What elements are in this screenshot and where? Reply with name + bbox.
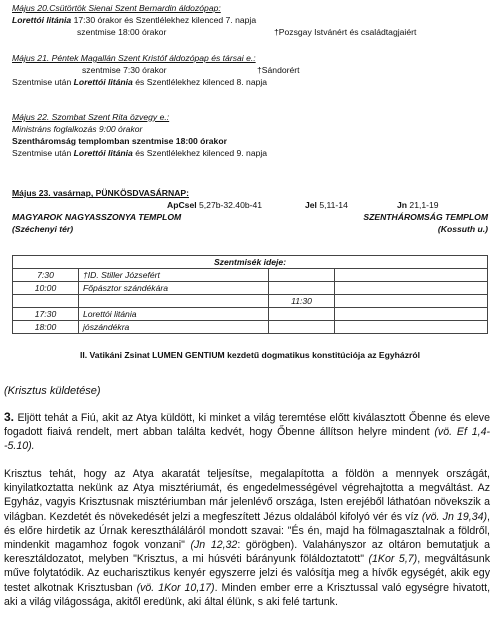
intention2-cell	[335, 321, 488, 334]
reading-1	[167, 199, 262, 211]
intention2-cell	[335, 308, 488, 321]
paragraph-1	[4, 410, 490, 454]
p2-text-2: , és előre hirdetik az Úrnak keresztháláláról mondott szavai: "És én, majd ha fölmagasztalnak a földről, mindenkit magamhoz fogok vonzani"	[4, 510, 490, 552]
table-row	[13, 308, 488, 321]
intention-cell: Lorettói litánia	[79, 308, 269, 321]
reading-2-val: 5,11-14	[316, 200, 348, 210]
may21-mass-intention: †Sándorért	[257, 65, 300, 75]
time2-cell	[269, 282, 335, 295]
intention2-cell	[335, 269, 488, 282]
church-right: SZENTHÁROMSÁG TEMPLOM	[363, 212, 488, 222]
table-row	[13, 321, 488, 334]
time-cell: 18:00	[13, 321, 79, 334]
may21-mass-time: szentmise 7:30 órakor	[82, 65, 167, 75]
p2-text-4: , megváltásunk műve folytatódik. Az eucharisztikus kenyér egyszerre jelzi és valósítja meg a hívők egységét, akik egy testet alkotnak Krisztusban	[4, 553, 491, 594]
table-row	[13, 295, 488, 308]
sunday-church-locations	[12, 223, 488, 235]
may20-mass-time: szentmise 18:00 órakor	[77, 27, 167, 37]
may21-line1	[12, 64, 492, 76]
may22-ministrant: Ministráns foglalkozás 9:00 órakor	[12, 124, 143, 134]
p2-text-1: Krisztus tehát, hogy az Atya akaratát teljesítse, megalapította a földön a mennyek országát, kinyilatkoztatta nekünk az Atya misztériumát, és engedelmességével végrehajtotta a megváltást. Az Egyház, vagyis Krisztusnak misztériumban már jelenlévő országa, Isten erejéből láthatóan növekszik a világban. Kezdetét és növekedését jelzi a megfeszített Jézus oldalából kifolyó vér és víz	[4, 468, 490, 523]
announcement-may-21	[12, 52, 492, 88]
may22-mass: Szentháromság templomban szentmise 18:00 órakor	[12, 136, 227, 146]
may22-heading: Május 22. Szombat Szent Rita özvegy e.:	[12, 112, 170, 122]
may21-litany-title: Lorettói litánia	[73, 77, 133, 87]
may20-litany-title: Lorettói litánia	[12, 15, 72, 25]
may21-text-a: Szentmise után	[12, 77, 74, 87]
schedule-header-row	[13, 256, 488, 269]
time2-cell: 11:30	[269, 295, 335, 308]
may20-heading: Május 20.Csütörtök Sienai Szent Bernardin áldozópap:	[12, 3, 221, 13]
p2-ref-3: (1Kor 5,7)	[368, 553, 418, 566]
paragraph-1-ref: (vö. Ef 1,4--5.10).	[4, 426, 490, 453]
schedule-header: Szentmisék ideje:	[13, 256, 488, 269]
may20-mass-intention: †Pozsgay Istvánért és családtagjaiért	[274, 27, 417, 37]
time-cell: 17:30	[13, 308, 79, 321]
paragraph-2	[4, 467, 490, 609]
mass-schedule-table	[12, 255, 488, 334]
subheading: (Krisztus küldetése)	[4, 385, 101, 397]
sunday-readings	[12, 199, 488, 211]
time-cell	[13, 295, 79, 308]
p2-ref-2: (Jn 12,32	[190, 539, 238, 552]
may22-line3	[12, 147, 492, 159]
church-left: MAGYAROK NAGYASSZONYA TEMPLOM	[12, 212, 182, 222]
may20-line1	[12, 14, 492, 26]
paragraph-number: 3.	[4, 410, 15, 424]
p2-text-5: . Minden ember erre a Krisztussal való egységre hivatott, aki a világ világossága, akitől eredünk, aki által élünk, s aki felé tartunk.	[4, 581, 491, 608]
church-left-location: (Széchenyi tér)	[12, 224, 74, 234]
announcement-sunday	[12, 187, 488, 235]
p2-ref-4: (vö. 1Kor 10,17)	[136, 581, 215, 594]
table-row	[13, 269, 488, 282]
may22-litany-title: Lorettói litánia	[73, 148, 133, 158]
reading-3	[397, 199, 439, 211]
intention2-cell	[335, 282, 488, 295]
reading-2-ref: Jel	[305, 200, 317, 210]
may22-text-b: és Szentlélekhez kilenced 9. napja	[132, 148, 268, 158]
announcement-may-20	[12, 2, 492, 38]
may20-line2	[12, 26, 492, 38]
intention2-cell	[335, 295, 488, 308]
intention-cell	[79, 295, 269, 308]
p2-text-3: : görögben). Valahányszor az oltáron bemutatjuk a keresztáldozatot, melyben "Krisztus, a mi húsvéti bárányunk föláldoztatott"	[4, 539, 490, 566]
intention-cell: Főpásztor szándékára	[79, 282, 269, 295]
may20-litany-rest: 17:30 órakor és Szentlélekhez kilenced 7. napja	[71, 15, 257, 25]
reading-1-val: 5,27b-32.40b-41	[196, 200, 263, 210]
reading-2	[305, 199, 348, 211]
time2-cell	[269, 321, 335, 334]
p2-ref-1: (vö. Jn 19,34)	[421, 510, 488, 523]
paragraph-1-text: Eljött tehát a Fiú, akit az Atya küldött, ki minket a világ teremtése előtt kiválasztott Őbenne és eleve fogadott fiaivá rendelt, mert abban találta kedvét, hogy Őbenne állítson helyre mindent	[4, 412, 490, 439]
time-cell: 7:30	[13, 269, 79, 282]
intention-cell: †ID. Stiller Józsefért	[79, 269, 269, 282]
time2-cell	[269, 308, 335, 321]
sunday-churches	[12, 211, 488, 223]
announcement-may-22	[12, 111, 492, 159]
may22-text-a: Szentmise után	[12, 148, 74, 158]
may21-text-b: és Szentlélekhez kilenced 8. napja	[132, 77, 268, 87]
reading-3-val: 21,1-19	[407, 200, 439, 210]
section-title: II. Vatikáni Zsinat LUMEN GENTIUM kezdetű dogmatikus konstitúciója az Egyházról	[80, 350, 420, 360]
church-right-location: (Kossuth u.)	[437, 224, 488, 234]
reading-1-ref: ApCsel	[167, 200, 197, 210]
sunday-heading: Május 23. vasárnap, PÜNKÖSDVASÁRNAP:	[12, 188, 190, 198]
time-cell: 10:00	[13, 282, 79, 295]
table-row	[13, 282, 488, 295]
reading-3-ref: Jn	[397, 200, 408, 210]
time2-cell	[269, 269, 335, 282]
intention-cell: jószándékra	[79, 321, 269, 334]
may21-line2	[12, 76, 492, 88]
may21-heading: Május 21. Péntek Magallán Szent Kristóf áldozópap és társai e.:	[12, 53, 256, 63]
